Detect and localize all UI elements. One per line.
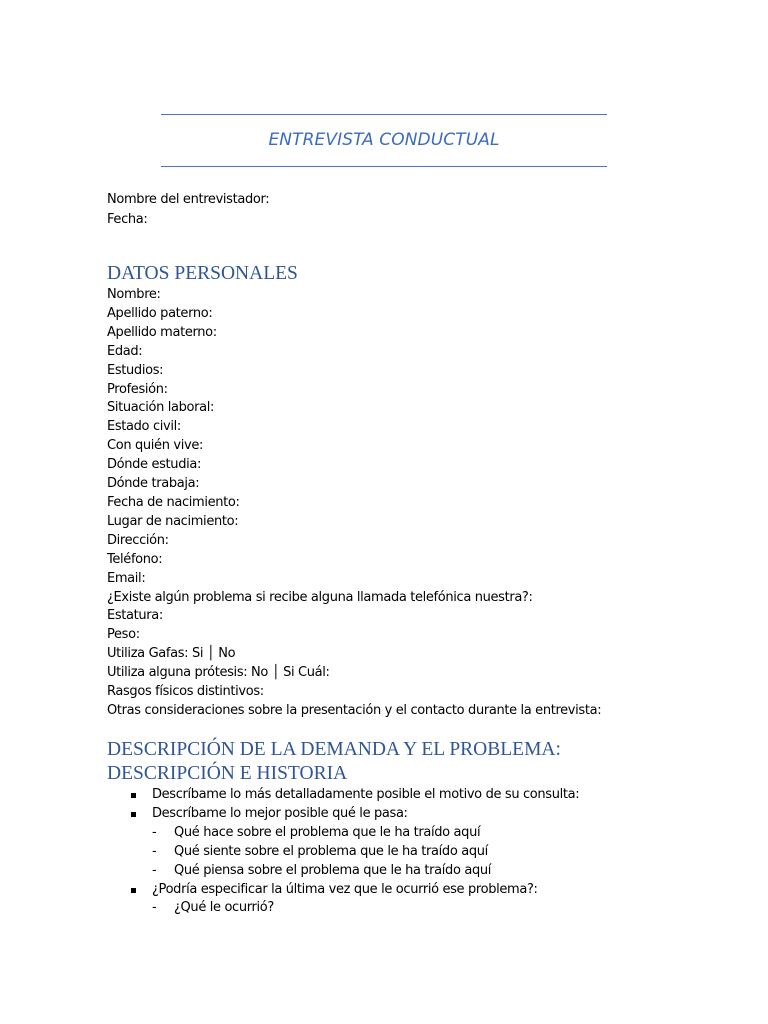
personal-field: Dónde estudia: <box>107 457 202 473</box>
sub-question-item <box>107 899 579 918</box>
personal-field: Situación laboral: <box>107 400 215 416</box>
personal-field: Profesión: <box>107 381 168 397</box>
item-text: ¿Qué le ocurrió? <box>174 900 274 916</box>
dash-bullet-icon: - <box>152 900 157 916</box>
item-text: Descríbame lo mejor posible qué le pasa: <box>152 805 408 821</box>
personal-field: Estatura: <box>107 608 163 624</box>
dash-bullet-icon: - <box>152 824 157 840</box>
dash-bullet-icon: - <box>152 862 157 878</box>
dash-bullet-icon: - <box>152 843 157 859</box>
interviewer-field: Nombre del entrevistador: <box>107 192 270 207</box>
question-item <box>107 805 579 824</box>
question-item <box>107 786 579 805</box>
personal-field: Estado civil: <box>107 419 181 435</box>
item-text: Qué hace sobre el problema que le ha traído aquí <box>174 824 481 840</box>
personal-field: Edad: <box>107 343 143 359</box>
personal-field: Dirección: <box>107 532 169 548</box>
square-bullet-icon <box>131 812 136 817</box>
item-text: Qué piensa sobre el problema que le ha traído aquí <box>174 862 492 878</box>
demand-heading-line2: DESCRIPCIÓN E HISTORIA <box>107 763 348 784</box>
square-bullet-icon <box>131 793 136 798</box>
personal-field: Lugar de nacimiento: <box>107 513 239 529</box>
personal-field: Apellido paterno: <box>107 305 213 321</box>
sub-question-item <box>107 862 579 881</box>
personal-data-fields <box>107 286 601 721</box>
demand-question-list <box>107 786 579 918</box>
date-field: Fecha: <box>107 212 148 227</box>
personal-field: Utiliza Gafas: Si │ No <box>107 646 236 662</box>
item-text: Descríbame lo más detalladamente posible el motivo de su consulta: <box>152 787 580 802</box>
personal-field: Rasgos físicos distintivos: <box>107 684 264 700</box>
sub-question-item <box>107 843 579 862</box>
item-text: Qué siente sobre el problema que le ha traído aquí <box>174 843 488 859</box>
personal-field: Peso: <box>107 627 140 643</box>
sub-question-item <box>107 824 579 843</box>
personal-field: Estudios: <box>107 362 164 378</box>
title-rule-bottom <box>161 166 607 167</box>
personal-field: Email: <box>107 570 146 586</box>
demand-heading-line1: DESCRIPCIÓN DE LA DEMANDA Y EL PROBLEMA: <box>107 739 561 760</box>
personal-field: Utiliza alguna prótesis: No │ Si Cuál: <box>107 665 330 681</box>
personal-field: Apellido materno: <box>107 324 217 340</box>
personal-field: Nombre: <box>107 287 161 302</box>
personal-field: Teléfono: <box>107 551 163 567</box>
personal-field: Fecha de nacimiento: <box>107 494 240 510</box>
personal-field: Otras consideraciones sobre la presentación y el contacto durante la entrevista: <box>107 702 602 718</box>
square-bullet-icon <box>131 888 136 893</box>
title-rule-top <box>161 114 607 115</box>
personal-data-heading: DATOS PERSONALES <box>107 263 298 284</box>
item-text: ¿Podría especificar la última vez que le ocurrió ese problema?: <box>152 881 538 897</box>
document-title: ENTREVISTA CONDUCTUAL <box>268 130 500 150</box>
personal-field: Dónde trabaja: <box>107 476 200 492</box>
personal-field: Con quién vive: <box>107 438 204 454</box>
question-item <box>107 881 579 900</box>
personal-field: ¿Existe algún problema si recibe alguna llamada telefónica nuestra?: <box>107 589 533 605</box>
